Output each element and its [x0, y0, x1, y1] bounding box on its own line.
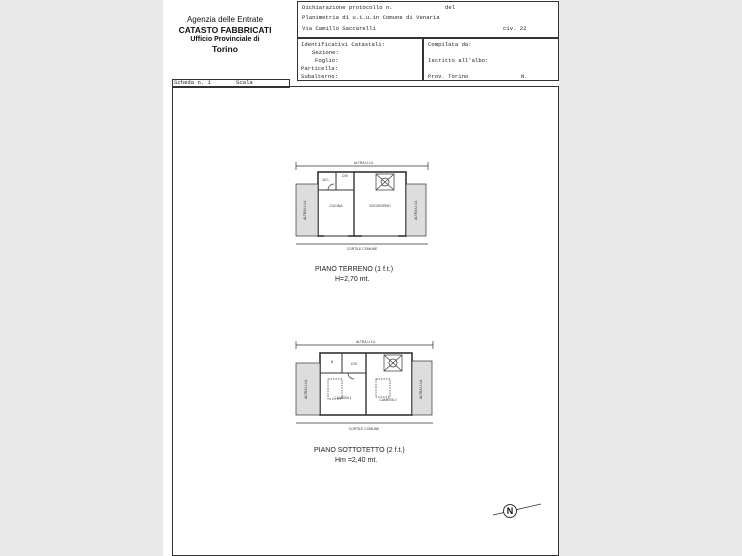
dis-label: DIS — [342, 174, 348, 178]
camera2-label: CAMERA 2 — [379, 398, 397, 402]
altra-left-label: ALTRA U.I.U. — [304, 378, 308, 400]
address-label: Via Camillo Saccarelli — [302, 25, 376, 32]
floor-plan-ground — [288, 152, 433, 254]
scheda-label: Scheda n. 1 — [174, 79, 211, 86]
plan1-title: PIANO TERRENO (1 f.t.) — [315, 266, 394, 273]
n-label: N. — [521, 73, 528, 80]
cortile-label: CORTILE COMUNE — [348, 427, 380, 431]
altra-left-label: ALTRA U.I.U. — [303, 199, 307, 221]
iscritto-label: Iscritto all'albo: — [428, 57, 489, 64]
del-label: del — [445, 4, 456, 11]
floor-plan-attic — [288, 333, 438, 435]
plan1-height: H=2,70 mt. — [335, 276, 370, 283]
north-arrow-icon — [491, 498, 543, 522]
dis-label: DIS — [351, 362, 357, 366]
document-page — [163, 0, 559, 556]
altra-top-label: ALTRA U.I.U. — [355, 340, 377, 344]
prov-label: Prov. Torino — [428, 73, 469, 80]
altra-right-label: ALTRA U.I.U. — [419, 378, 423, 400]
plan2-height: Hm =2,40 mt. — [335, 457, 378, 464]
bagno-label: B — [330, 360, 334, 364]
ufficio-label: Ufficio Provinciale di — [190, 36, 260, 43]
catasto-title: CATASTO FABBRICATI — [178, 25, 272, 35]
identificativi-title: Identificativi Catastali: — [301, 41, 385, 48]
agency-header — [163, 15, 287, 54]
altra-top-label: ALTRA U.I.U. — [353, 161, 375, 165]
wc-label: W.C. — [322, 178, 330, 182]
civic-number: civ. 22 — [503, 25, 527, 32]
cucina-label: CUCINA — [329, 204, 343, 208]
north-label: N — [506, 506, 514, 516]
scala-label: Scala — [236, 79, 253, 86]
camera1-label: CAMERA 1 — [334, 396, 352, 400]
plan2-title: PIANO SOTTOTETTO (2 f.t.) — [314, 447, 405, 454]
soggiorno-label: SOGGIORNO — [369, 204, 391, 208]
province-name: Torino — [212, 44, 238, 54]
planimetria-label: Planimetria di u.i.u.in Comune di Venaria — [302, 14, 440, 21]
dichiarazione-label: Dichiarazione protocollo n. — [302, 4, 393, 11]
sezione-label: Sezione: — [312, 49, 339, 56]
subalterno-label: Subalterno: — [301, 73, 338, 80]
foglio-label: Foglio: — [315, 57, 339, 64]
compilata-label: Compilata da: — [428, 41, 472, 48]
agency-name: Agenzia delle Entrate — [186, 15, 264, 24]
cortile-label: CORTILE COMUNE — [346, 247, 378, 251]
particella-label: Particella: — [301, 65, 338, 72]
altra-right-label: ALTRA U.I.U. — [414, 199, 418, 221]
